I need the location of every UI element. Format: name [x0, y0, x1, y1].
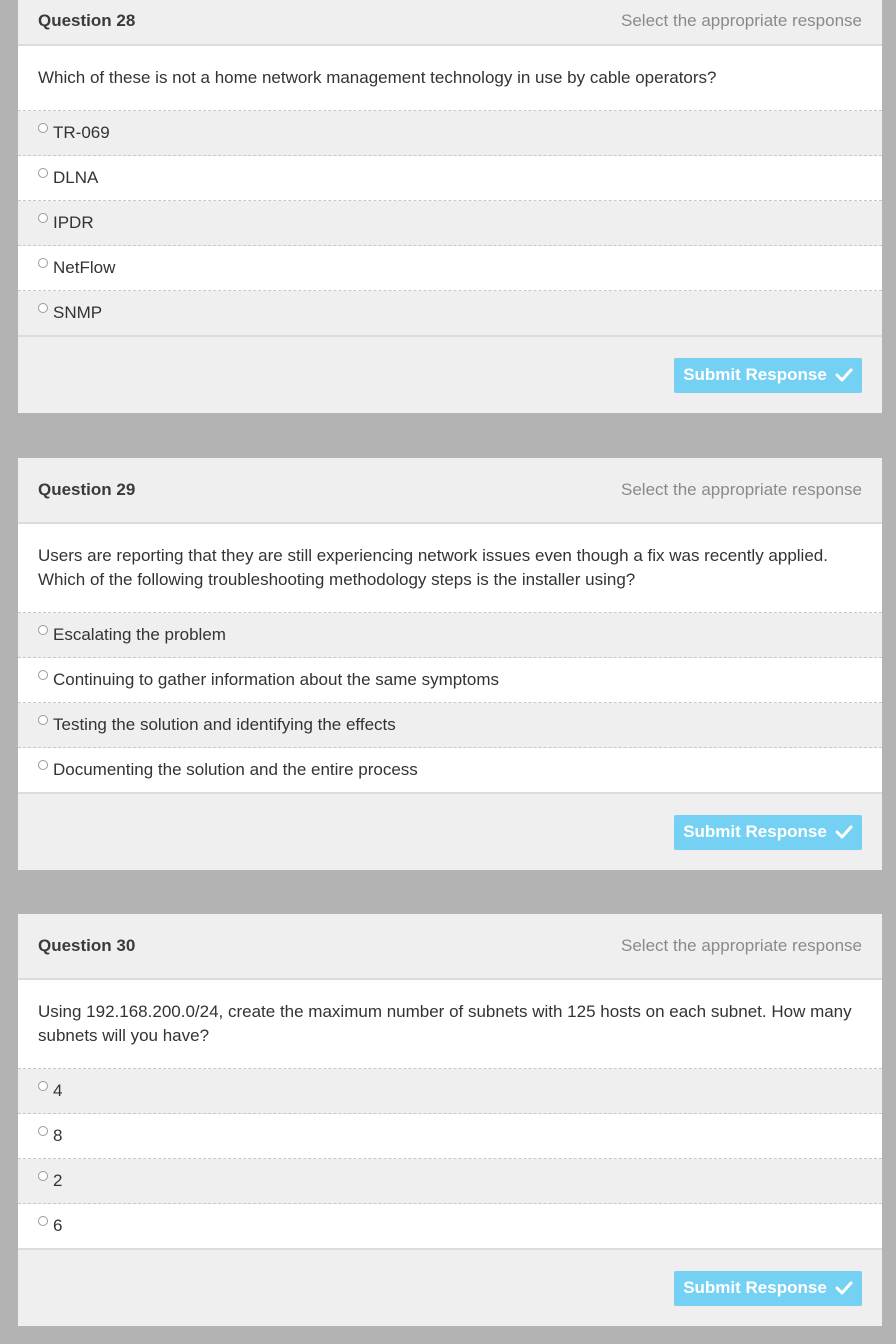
question-footer: [18, 1250, 882, 1326]
radio-button[interactable]: [38, 258, 48, 268]
question-hint: Select the appropriate response: [621, 936, 862, 955]
checkmark-icon: [835, 1281, 853, 1295]
option-label: IPDR: [53, 213, 94, 232]
submit-response-button[interactable]: [674, 1271, 862, 1306]
answer-option[interactable]: [18, 1069, 882, 1114]
answer-option[interactable]: [18, 1204, 882, 1250]
answer-option[interactable]: [18, 201, 882, 246]
answer-option[interactable]: [18, 156, 882, 201]
submit-label: Submit Response: [683, 365, 827, 384]
radio-button[interactable]: [38, 1216, 48, 1226]
options-list: [18, 111, 882, 337]
radio-button[interactable]: [38, 625, 48, 635]
radio-button[interactable]: [38, 1171, 48, 1181]
option-label: Escalating the problem: [53, 625, 226, 644]
radio-button[interactable]: [38, 303, 48, 313]
question-header: [18, 914, 882, 980]
submit-label: Submit Response: [683, 1278, 827, 1297]
submit-response-button[interactable]: [674, 358, 862, 393]
submit-response-button[interactable]: [674, 815, 862, 850]
answer-option[interactable]: [18, 703, 882, 748]
answer-option[interactable]: [18, 246, 882, 291]
question-footer: [18, 794, 882, 870]
question-text: Users are reporting that they are still experiencing network issues even though a fix was recently applied. Which of the following troubleshooting methodology steps is the installer using?: [18, 524, 882, 613]
option-label: NetFlow: [53, 258, 116, 277]
options-list: [18, 1069, 882, 1250]
radio-button[interactable]: [38, 1126, 48, 1136]
question-hint: Select the appropriate response: [621, 480, 862, 499]
option-label: DLNA: [53, 168, 99, 187]
question-card-30: [18, 914, 882, 1326]
answer-option[interactable]: [18, 291, 882, 337]
radio-button[interactable]: [38, 715, 48, 725]
question-number: Question 28: [38, 11, 136, 30]
radio-button[interactable]: [38, 670, 48, 680]
answer-option[interactable]: [18, 111, 882, 156]
option-label: Testing the solution and identifying the effects: [53, 715, 396, 734]
checkmark-icon: [835, 825, 853, 839]
radio-button[interactable]: [38, 123, 48, 133]
radio-button[interactable]: [38, 213, 48, 223]
submit-label: Submit Response: [683, 822, 827, 841]
option-label: 4: [53, 1081, 63, 1100]
option-label: 6: [53, 1216, 63, 1235]
question-hint: Select the appropriate response: [621, 11, 862, 30]
answer-option[interactable]: [18, 658, 882, 703]
question-number: Question 30: [38, 936, 136, 955]
answer-option[interactable]: [18, 1159, 882, 1204]
option-label: Documenting the solution and the entire process: [53, 760, 418, 779]
option-label: 2: [53, 1171, 63, 1190]
answer-option[interactable]: [18, 613, 882, 658]
radio-button[interactable]: [38, 760, 48, 770]
answer-option[interactable]: [18, 748, 882, 794]
question-text: Using 192.168.200.0/24, create the maximum number of subnets with 125 hosts on each subnet. How many subnets will you have?: [18, 980, 882, 1069]
options-list: [18, 613, 882, 794]
option-label: Continuing to gather information about the same symptoms: [53, 670, 500, 689]
question-header: [18, 0, 882, 46]
checkmark-icon: [835, 368, 853, 382]
answer-option[interactable]: [18, 1114, 882, 1159]
question-text: Which of these is not a home network management technology in use by cable operators?: [18, 46, 882, 111]
question-card-28: [18, 0, 882, 413]
option-label: TR-069: [53, 123, 110, 142]
question-number: Question 29: [38, 480, 136, 499]
question-card-29: [18, 458, 882, 870]
option-label: 8: [53, 1126, 63, 1145]
radio-button[interactable]: [38, 168, 48, 178]
radio-button[interactable]: [38, 1081, 48, 1091]
question-header: [18, 458, 882, 524]
option-label: SNMP: [53, 303, 103, 322]
question-footer: [18, 337, 882, 413]
